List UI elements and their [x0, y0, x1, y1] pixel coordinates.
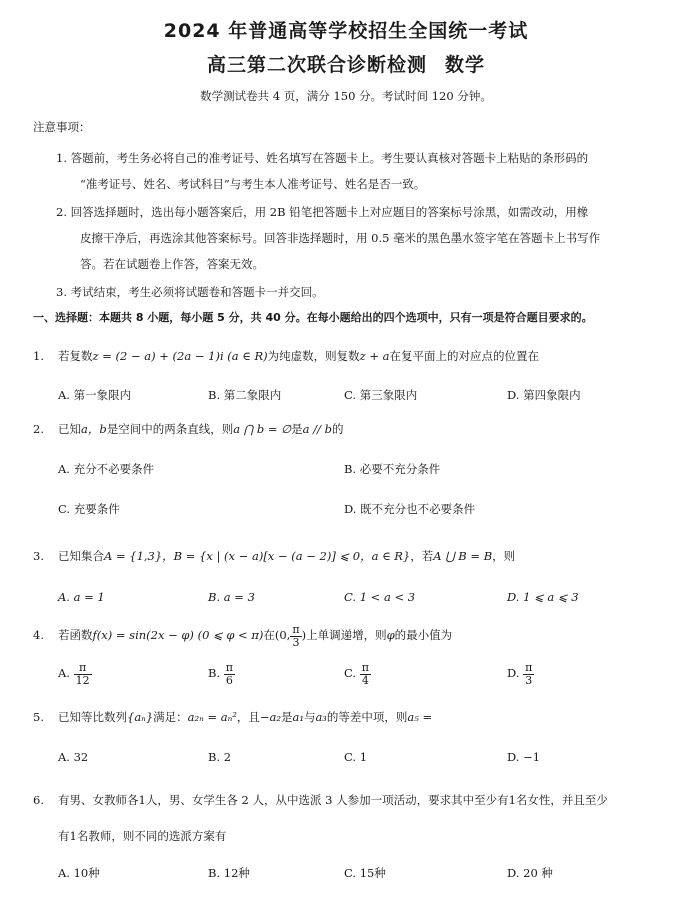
- q4-option-b[interactable]: B. $\frac{\pi}{6}$: [208, 660, 233, 687]
- q1-expr2: z + a: [359, 349, 390, 363]
- note-1-cont: “准考证号、姓名、考试科目”与考生本人准考证号、姓名是否一致。: [80, 177, 426, 191]
- note-2-cont2: 答。若在试题卷上作答，答案无效。: [80, 257, 264, 271]
- note-3: 3. 考试结束，考生必须将试题卷和答题卡一并交回。: [56, 285, 324, 299]
- q6-option-b[interactable]: B. 12种: [208, 866, 250, 880]
- section-1-heading: 一、选择题：本题共 8 小题，每小题 5 分，共 40 分。在每小题给出的四个选项中，只有一项是符合题目要求的。: [33, 311, 593, 324]
- note-1: 1. 答题前，考生务必将自己的准考证号、姓名填写在答题卡上。考生要认真核对答题卡上粘贴的条形码的: [56, 151, 589, 165]
- q6-option-c[interactable]: C. 15种: [344, 866, 386, 880]
- q1-option-b[interactable]: B. 第二象限内: [208, 388, 282, 402]
- q5-stem: 已知等比数列{aₙ}满足：a₂ₙ = aₙ²，且−a₂是a₁与a₃的等差中项，则a₅ =: [58, 710, 433, 724]
- subtitle-subject: 数学: [445, 54, 486, 76]
- q4-expr: f(x) = sin(2x − φ) (0 ⩽ φ < π): [92, 628, 264, 642]
- q6-stem-line2: 有1名教师，则不同的选派方案有: [58, 829, 227, 843]
- q4-number: 4.: [33, 628, 44, 642]
- exam-subtitle: [0, 50, 692, 77]
- q1-number: 1.: [33, 349, 44, 363]
- q4-stem: 若函数f(x) = sin(2x − φ) (0 ⩽ φ < π)在(0, $\frac{\pi}{3}$ )上单调递增，则φ的最小值为: [58, 622, 453, 649]
- note-2-cont: 皮擦干净后，再选涂其他答案标号。回答非选择题时，用 0.5 毫米的黑色墨水签字笔在答题卡上书写作: [80, 231, 601, 245]
- q4-option-a[interactable]: A. $\frac{\pi}{12}$: [58, 660, 90, 687]
- q5-option-d[interactable]: D. −1: [507, 750, 541, 764]
- q2-expr: a ⋂ b = ∅: [233, 422, 292, 436]
- q3-expr: A = {1,3}，B = {x | (x − a)[x − (a − 2)] ⩽ 0，a ∈ R}: [104, 549, 411, 563]
- q1-option-d[interactable]: D. 第四象限内: [507, 388, 581, 402]
- q2-number: 2.: [33, 422, 44, 436]
- subtitle-main: 高三第二次联合诊断检测: [206, 54, 427, 76]
- q3-option-b[interactable]: B. a = 3: [208, 590, 255, 604]
- q2-option-c[interactable]: C. 充要条件: [58, 502, 120, 516]
- q3-option-a[interactable]: A. a = 1: [58, 590, 105, 604]
- exam-title: 2024 年普通高等学校招生全国统一考试: [163, 20, 529, 42]
- q1-option-c[interactable]: C. 第三象限内: [344, 388, 418, 402]
- q3-stem: 已知集合A = {1,3}，B = {x | (x − a)[x − (a − 2)] ⩽ 0，a ∈ R}，若A ⋃ B = B，则: [58, 549, 516, 563]
- q4-option-c[interactable]: C. $\frac{\pi}{4}$: [344, 660, 369, 687]
- q6-number: 6.: [33, 793, 44, 807]
- q6-stem-line1: 有男、女教师各1人，男、女学生各 2 人，从中选派 3 人参加一项活动，要求其中至少有1名女性，并且至少: [58, 793, 608, 807]
- q5-number: 5.: [33, 710, 44, 724]
- q1-option-a[interactable]: A. 第一象限内: [58, 388, 132, 402]
- note-2: 2. 回答选择题时，选出每小题答案后，用 2B 铅笔把答题卡上对应题目的答案标号涂黑，如需改动，用橡: [56, 205, 589, 219]
- q5-option-c[interactable]: C. 1: [344, 750, 368, 764]
- exam-info: 数学测试卷共 4 页，满分 150 分。考试时间 120 分钟。: [200, 89, 492, 103]
- q1-expr: z = (2 − a) + (2a − 1)i (a ∈ R): [92, 349, 268, 363]
- q6-option-a[interactable]: A. 10种: [58, 866, 100, 880]
- q4-interval-fraction: $\frac{\pi}{3}$: [292, 622, 300, 649]
- q2-expr2: a // b: [302, 422, 332, 436]
- notes-heading: 注意事项：: [33, 120, 91, 134]
- q5-option-a[interactable]: A. 32: [58, 750, 89, 764]
- q2-stem: 已知a，b是空间中的两条直线，则a ⋂ b = ∅是a // b的: [58, 422, 344, 436]
- q5-option-b[interactable]: B. 2: [208, 750, 232, 764]
- q1-stem: 若复数z = (2 − a) + (2a − 1)i (a ∈ R)为纯虚数，则复数z + a在复平面上的对应点的位置在: [58, 349, 539, 363]
- q2-option-b[interactable]: B. 必要不充分条件: [344, 462, 441, 476]
- q5-expr2: a₂ₙ = aₙ²: [187, 710, 237, 724]
- q3-expr2: A ⋃ B = B: [433, 549, 493, 563]
- q3-number: 3.: [33, 549, 44, 563]
- q3-option-c[interactable]: C. 1 < a < 3: [344, 590, 416, 604]
- q2-option-d[interactable]: D. 既不充分也不必要条件: [344, 502, 476, 516]
- q3-option-d[interactable]: D. 1 ⩽ a ⩽ 3: [507, 590, 579, 604]
- q2-option-a[interactable]: A. 充分不必要条件: [58, 462, 155, 476]
- q6-option-d[interactable]: D. 20 种: [507, 866, 553, 880]
- q4-option-d[interactable]: D. $\frac{\pi}{3}$: [507, 660, 533, 687]
